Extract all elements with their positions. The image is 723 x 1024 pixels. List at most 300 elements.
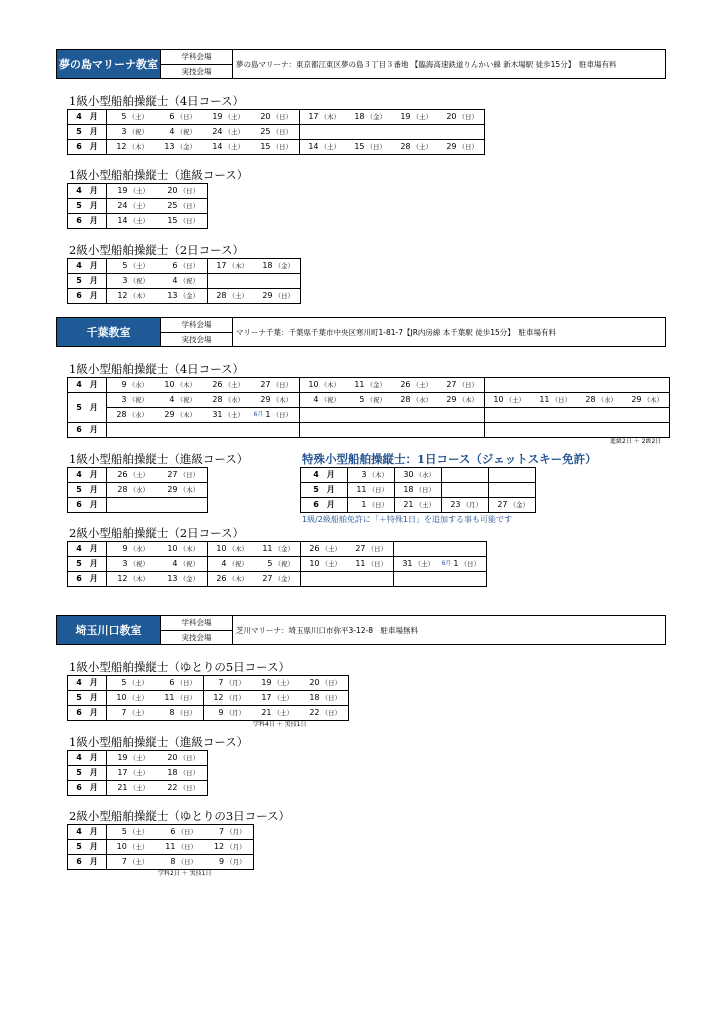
day-number: 11 xyxy=(165,842,176,851)
weekday: （日） xyxy=(460,560,480,568)
date-entry xyxy=(212,855,246,869)
date-entry xyxy=(306,140,340,154)
weekday: （土） xyxy=(129,754,149,762)
date-entry xyxy=(115,557,149,571)
date-cell xyxy=(107,378,300,393)
day-number: 21 xyxy=(403,500,414,509)
school-header-yumenoshima xyxy=(56,49,666,79)
day-number: 27 xyxy=(260,380,271,389)
day-number: 17 xyxy=(117,768,128,777)
date-entry xyxy=(165,766,199,780)
schedule-table xyxy=(67,750,208,796)
table-row xyxy=(68,498,208,513)
date-entry xyxy=(258,140,292,154)
date-cell xyxy=(301,542,394,557)
date-entry xyxy=(165,259,199,273)
table-row xyxy=(68,676,349,691)
weekday: （水） xyxy=(129,486,149,494)
table-row xyxy=(68,125,485,140)
month-cell xyxy=(68,423,107,438)
date-entry xyxy=(115,199,149,213)
weekday: （木） xyxy=(643,396,663,404)
date-cell xyxy=(107,840,254,855)
date-cell xyxy=(204,691,349,706)
day-number: 29 xyxy=(631,395,642,404)
weekday: （木） xyxy=(458,396,478,404)
day-number: 20 xyxy=(260,112,271,121)
course-note: 進級2日 ＋ 2級2日 xyxy=(610,438,662,445)
day-number: 17 xyxy=(308,112,319,121)
day-number: 5 xyxy=(121,827,127,836)
date-cell xyxy=(442,498,489,513)
day-number: 27 xyxy=(497,500,508,509)
weekday: （日） xyxy=(179,262,199,270)
weekday: （土） xyxy=(224,411,244,419)
day-number: 5 xyxy=(121,678,127,687)
day-number: 20 xyxy=(309,678,320,687)
date-cell xyxy=(485,378,670,393)
weekday: （祝） xyxy=(129,277,149,285)
weekday: （日） xyxy=(176,113,196,121)
date-entry xyxy=(165,557,199,571)
date-entry xyxy=(165,184,199,198)
table-row xyxy=(68,140,485,155)
day-number: 4 xyxy=(172,276,178,285)
date-entry xyxy=(401,468,435,482)
table-row xyxy=(68,572,487,587)
table-row xyxy=(68,542,487,557)
weekday: （土） xyxy=(273,694,293,702)
day-number: 3 xyxy=(121,127,127,136)
month-cell xyxy=(68,676,107,691)
month-label: 5 月 xyxy=(76,842,98,851)
month-cell xyxy=(68,378,107,393)
date-cell xyxy=(395,498,442,513)
schedule-table xyxy=(67,377,670,438)
date-cell xyxy=(107,572,208,587)
date-entry xyxy=(401,483,435,497)
date-cell xyxy=(107,691,204,706)
date-entry xyxy=(211,706,245,720)
weekday: （土） xyxy=(128,858,149,866)
weekday: （日） xyxy=(274,292,294,300)
date-entry xyxy=(398,140,432,154)
date-entry xyxy=(115,781,149,795)
date-cell xyxy=(301,572,394,587)
weekday: （土） xyxy=(128,843,149,851)
date-cell xyxy=(208,274,301,289)
course-title: 2級小型船舶操縦士（ゆとりの3日コース） xyxy=(69,809,291,823)
course-title: 1級小型船舶操縦士（進級コース） xyxy=(69,452,249,466)
date-entry xyxy=(352,393,386,407)
day-number: 18 xyxy=(354,112,365,121)
table-row xyxy=(68,781,208,796)
date-entry xyxy=(354,483,388,497)
course-note: 1級/2級船舶免許に「＋特殊1日」を追加する事も可能です xyxy=(302,515,512,524)
date-entry xyxy=(210,378,244,392)
month-label: 4 月 xyxy=(313,470,335,479)
weekday: （祝） xyxy=(320,396,340,404)
month-cell xyxy=(301,483,348,498)
day-number: 9 xyxy=(218,708,224,717)
day-number: 24 xyxy=(117,201,128,210)
type-label: 実技会場 xyxy=(181,632,212,642)
next-month-marker: 6月 xyxy=(253,411,264,418)
table-row xyxy=(68,825,254,840)
weekday: （水） xyxy=(415,471,435,479)
course-note: 学科4日 ＋ 実技1日 xyxy=(253,721,307,728)
date-entry xyxy=(162,706,196,720)
month-cell xyxy=(68,483,107,498)
weekday: （日） xyxy=(177,843,197,851)
weekday: （日） xyxy=(458,143,478,151)
date-entry xyxy=(398,110,432,124)
venue-info: 芝川マリーナ：埼玉県川口市弥平3-12-8 駐車場無料 xyxy=(236,625,418,635)
day-number: 1 xyxy=(453,559,459,568)
day-number: 10 xyxy=(167,544,178,553)
date-entry xyxy=(307,676,341,690)
day-number: 28 xyxy=(116,410,127,419)
day-number: 18 xyxy=(403,485,414,494)
day-number: 5 xyxy=(359,395,365,404)
date-entry xyxy=(401,498,435,512)
weekday: （日） xyxy=(179,187,199,195)
weekday: （土） xyxy=(412,381,432,389)
day-number: 8 xyxy=(170,857,176,866)
date-entry xyxy=(258,110,292,124)
day-number: 4 xyxy=(169,127,175,136)
day-number: 20 xyxy=(167,186,178,195)
day-number: 18 xyxy=(309,693,320,702)
course-title: 特殊小型船舶操縦士：1日コース（ジェットスキー免許） xyxy=(302,452,597,466)
venue-info: 夢の島マリーナ：東京都江東区夢の島３丁目３番地 【臨海高速鉄道りんかい線 新木場駅 徒歩15分】 駐車場有料 xyxy=(236,59,617,69)
weekday: （土） xyxy=(321,545,341,553)
day-number: 29 xyxy=(262,291,273,300)
date-cell xyxy=(300,408,485,423)
date-cell xyxy=(107,557,208,572)
date-cell xyxy=(107,274,208,289)
date-entry xyxy=(162,125,196,139)
month-label: 4 月 xyxy=(76,470,98,479)
weekday: （土） xyxy=(224,113,244,121)
day-number: 31 xyxy=(212,410,223,419)
date-entry xyxy=(441,557,480,571)
weekday: （金） xyxy=(509,501,529,509)
date-entry xyxy=(165,274,199,288)
day-number: 8 xyxy=(169,708,175,717)
day-number: 4 xyxy=(169,395,175,404)
date-entry xyxy=(114,706,148,720)
month-cell xyxy=(68,706,107,721)
day-number: 13 xyxy=(167,574,178,583)
date-entry xyxy=(114,840,148,854)
date-cell xyxy=(301,557,394,572)
table-row xyxy=(301,483,536,498)
date-entry xyxy=(583,393,617,407)
date-entry xyxy=(211,676,245,690)
month-cell xyxy=(68,557,107,572)
date-cell xyxy=(300,378,485,393)
weekday: （祝） xyxy=(179,560,199,568)
day-number: 15 xyxy=(167,216,178,225)
month-cell xyxy=(68,751,107,766)
weekday: （水） xyxy=(128,411,148,419)
day-number: 31 xyxy=(402,559,413,568)
date-cell xyxy=(107,289,208,304)
month-label: 6 月 xyxy=(76,708,98,717)
date-cell xyxy=(107,706,204,721)
date-entry xyxy=(444,378,478,392)
month-cell xyxy=(68,498,107,513)
weekday: （日） xyxy=(321,694,341,702)
date-cell xyxy=(394,572,487,587)
date-entry xyxy=(114,393,148,407)
date-entry xyxy=(307,542,341,556)
day-number: 13 xyxy=(167,291,178,300)
weekday: （日） xyxy=(415,486,435,494)
school-name: 千葉教室 xyxy=(57,318,161,346)
date-entry xyxy=(210,408,244,422)
table-row xyxy=(68,274,301,289)
date-entry xyxy=(115,542,149,556)
weekday: （月） xyxy=(462,501,482,509)
date-entry xyxy=(354,468,388,482)
day-number: 29 xyxy=(446,142,457,151)
date-entry xyxy=(353,542,387,556)
date-entry xyxy=(258,393,292,407)
school-name: 夢の島マリーナ教室 xyxy=(57,50,161,78)
day-number: 28 xyxy=(216,291,227,300)
month-cell xyxy=(68,393,107,423)
day-number: 1 xyxy=(361,500,367,509)
day-number: 14 xyxy=(308,142,319,151)
date-entry xyxy=(398,393,432,407)
schedule-table xyxy=(67,467,208,513)
date-entry xyxy=(114,855,148,869)
weekday: （木） xyxy=(179,486,199,494)
day-number: 19 xyxy=(117,753,128,762)
date-entry xyxy=(165,199,199,213)
month-cell xyxy=(68,214,107,229)
day-number: 4 xyxy=(221,559,227,568)
month-label: 4 月 xyxy=(76,753,98,762)
date-cell xyxy=(394,557,487,572)
date-entry xyxy=(115,274,149,288)
date-entry xyxy=(400,557,434,571)
day-number: 27 xyxy=(262,574,273,583)
date-cell xyxy=(107,751,208,766)
weekday: （土） xyxy=(129,471,149,479)
weekday: （水） xyxy=(597,396,617,404)
venue-info: マリーナ千葉：千葉県千葉市中央区寒川町1-81-7【JR内房線 本千葉駅 徒歩15分】 駐車場有料 xyxy=(236,327,556,337)
month-label: 6 月 xyxy=(76,857,98,866)
date-cell xyxy=(107,408,300,423)
weekday: （日） xyxy=(176,709,196,717)
day-number: 26 xyxy=(216,574,227,583)
day-number: 9 xyxy=(121,380,127,389)
date-cell xyxy=(208,259,301,274)
date-entry xyxy=(398,378,432,392)
day-number: 18 xyxy=(167,768,178,777)
course-title: 1級小型船舶操縦士（進級コース） xyxy=(69,735,249,749)
day-number: 28 xyxy=(400,142,411,151)
date-cell xyxy=(107,766,208,781)
month-cell xyxy=(68,184,107,199)
date-entry xyxy=(115,214,149,228)
weekday: （祝） xyxy=(274,560,294,568)
weekday: （祝） xyxy=(129,560,149,568)
weekday: （土） xyxy=(505,396,525,404)
type-label: 実技会場 xyxy=(181,66,212,76)
date-entry xyxy=(114,140,148,154)
weekday: （土） xyxy=(224,381,244,389)
date-entry xyxy=(115,468,149,482)
day-number: 6 xyxy=(169,112,175,121)
weekday: （日） xyxy=(177,828,197,836)
day-number: 19 xyxy=(212,112,223,121)
date-entry xyxy=(448,498,482,512)
date-cell xyxy=(300,125,485,140)
date-entry xyxy=(114,691,148,705)
month-cell xyxy=(68,781,107,796)
day-number: 10 xyxy=(309,559,320,568)
table-row xyxy=(68,423,670,438)
date-entry xyxy=(444,393,478,407)
weekday: （日） xyxy=(272,411,292,419)
weekday: （土） xyxy=(129,187,149,195)
date-entry xyxy=(214,557,248,571)
school-header-kawaguchi xyxy=(56,615,666,645)
weekday: （土） xyxy=(228,292,248,300)
course-note: 学科2日 ＋ 実技1日 xyxy=(158,870,212,877)
date-cell xyxy=(208,542,301,557)
month-cell xyxy=(68,840,107,855)
month-label: 6 月 xyxy=(76,500,98,509)
date-entry xyxy=(115,184,149,198)
day-number: 24 xyxy=(212,127,223,136)
month-label: 6 月 xyxy=(76,783,98,792)
table-row xyxy=(68,691,349,706)
table-row xyxy=(68,408,670,423)
weekday: （日） xyxy=(179,784,199,792)
month-cell xyxy=(68,125,107,140)
table-row xyxy=(68,110,485,125)
day-number: 3 xyxy=(122,276,128,285)
day-number: 27 xyxy=(167,470,178,479)
date-cell xyxy=(107,214,208,229)
weekday: （土） xyxy=(128,709,148,717)
weekday: （土） xyxy=(128,828,149,836)
month-cell xyxy=(68,259,107,274)
weekday: （土） xyxy=(412,113,432,121)
month-cell xyxy=(68,825,107,840)
course-title: 1級小型船舶操縦士（進級コース） xyxy=(69,168,249,182)
weekday: （土） xyxy=(128,679,148,687)
weekday: （日） xyxy=(367,545,387,553)
day-number: 11 xyxy=(262,544,273,553)
day-number: 12 xyxy=(117,574,128,583)
weekday: （木） xyxy=(228,545,248,553)
month-cell xyxy=(68,199,107,214)
date-entry xyxy=(537,393,571,407)
weekday: （日） xyxy=(179,754,199,762)
date-cell xyxy=(107,125,300,140)
date-entry xyxy=(165,468,199,482)
date-entry xyxy=(163,840,197,854)
day-number: 1 xyxy=(265,410,271,419)
date-entry xyxy=(260,557,294,571)
weekday: （金） xyxy=(274,545,294,553)
date-entry xyxy=(162,110,196,124)
month-label: 5 月 xyxy=(76,127,98,136)
table-row xyxy=(68,766,208,781)
day-number: 10 xyxy=(116,693,127,702)
weekday: （木） xyxy=(320,113,340,121)
schedule-table xyxy=(67,258,301,304)
weekday: （土） xyxy=(273,709,293,717)
weekday: （日） xyxy=(458,381,478,389)
month-label: 4 月 xyxy=(76,380,98,389)
date-entry xyxy=(162,378,196,392)
date-cell xyxy=(348,468,395,483)
day-number: 12 xyxy=(116,142,127,151)
day-number: 11 xyxy=(355,559,366,568)
date-cell xyxy=(107,498,208,513)
date-cell xyxy=(485,393,670,408)
date-entry xyxy=(306,393,340,407)
day-number: 30 xyxy=(403,470,414,479)
date-cell xyxy=(107,542,208,557)
day-number: 5 xyxy=(267,559,273,568)
day-number: 19 xyxy=(117,186,128,195)
month-label: 4 月 xyxy=(76,186,98,195)
weekday: （月） xyxy=(225,709,245,717)
date-entry xyxy=(165,751,199,765)
date-entry xyxy=(162,691,196,705)
month-label: 6 月 xyxy=(76,425,98,434)
weekday: （土） xyxy=(415,501,435,509)
date-cell xyxy=(348,483,395,498)
weekday: （木） xyxy=(128,143,148,151)
day-number: 13 xyxy=(164,142,175,151)
weekday: （日） xyxy=(368,486,388,494)
date-cell xyxy=(300,423,485,438)
type-label: 学科会場 xyxy=(161,616,232,631)
weekday: （金） xyxy=(274,575,294,583)
weekday: （土） xyxy=(129,784,149,792)
weekday: （月） xyxy=(225,694,245,702)
month-label: 6 月 xyxy=(313,500,335,509)
date-cell xyxy=(107,468,208,483)
date-entry xyxy=(629,393,663,407)
date-cell xyxy=(485,408,670,423)
date-entry xyxy=(495,498,529,512)
month-label: 5 月 xyxy=(76,485,98,494)
weekday: （木） xyxy=(176,381,196,389)
weekday: （祝） xyxy=(366,396,386,404)
date-entry xyxy=(115,766,149,780)
month-label: 4 月 xyxy=(76,678,98,687)
weekday: （日） xyxy=(367,560,387,568)
day-number: 4 xyxy=(172,559,178,568)
day-number: 23 xyxy=(450,500,461,509)
month-label: 6 月 xyxy=(76,291,98,300)
date-entry xyxy=(210,393,244,407)
month-cell xyxy=(68,691,107,706)
date-cell xyxy=(107,825,254,840)
date-entry xyxy=(352,110,386,124)
month-label: 4 月 xyxy=(76,827,98,836)
